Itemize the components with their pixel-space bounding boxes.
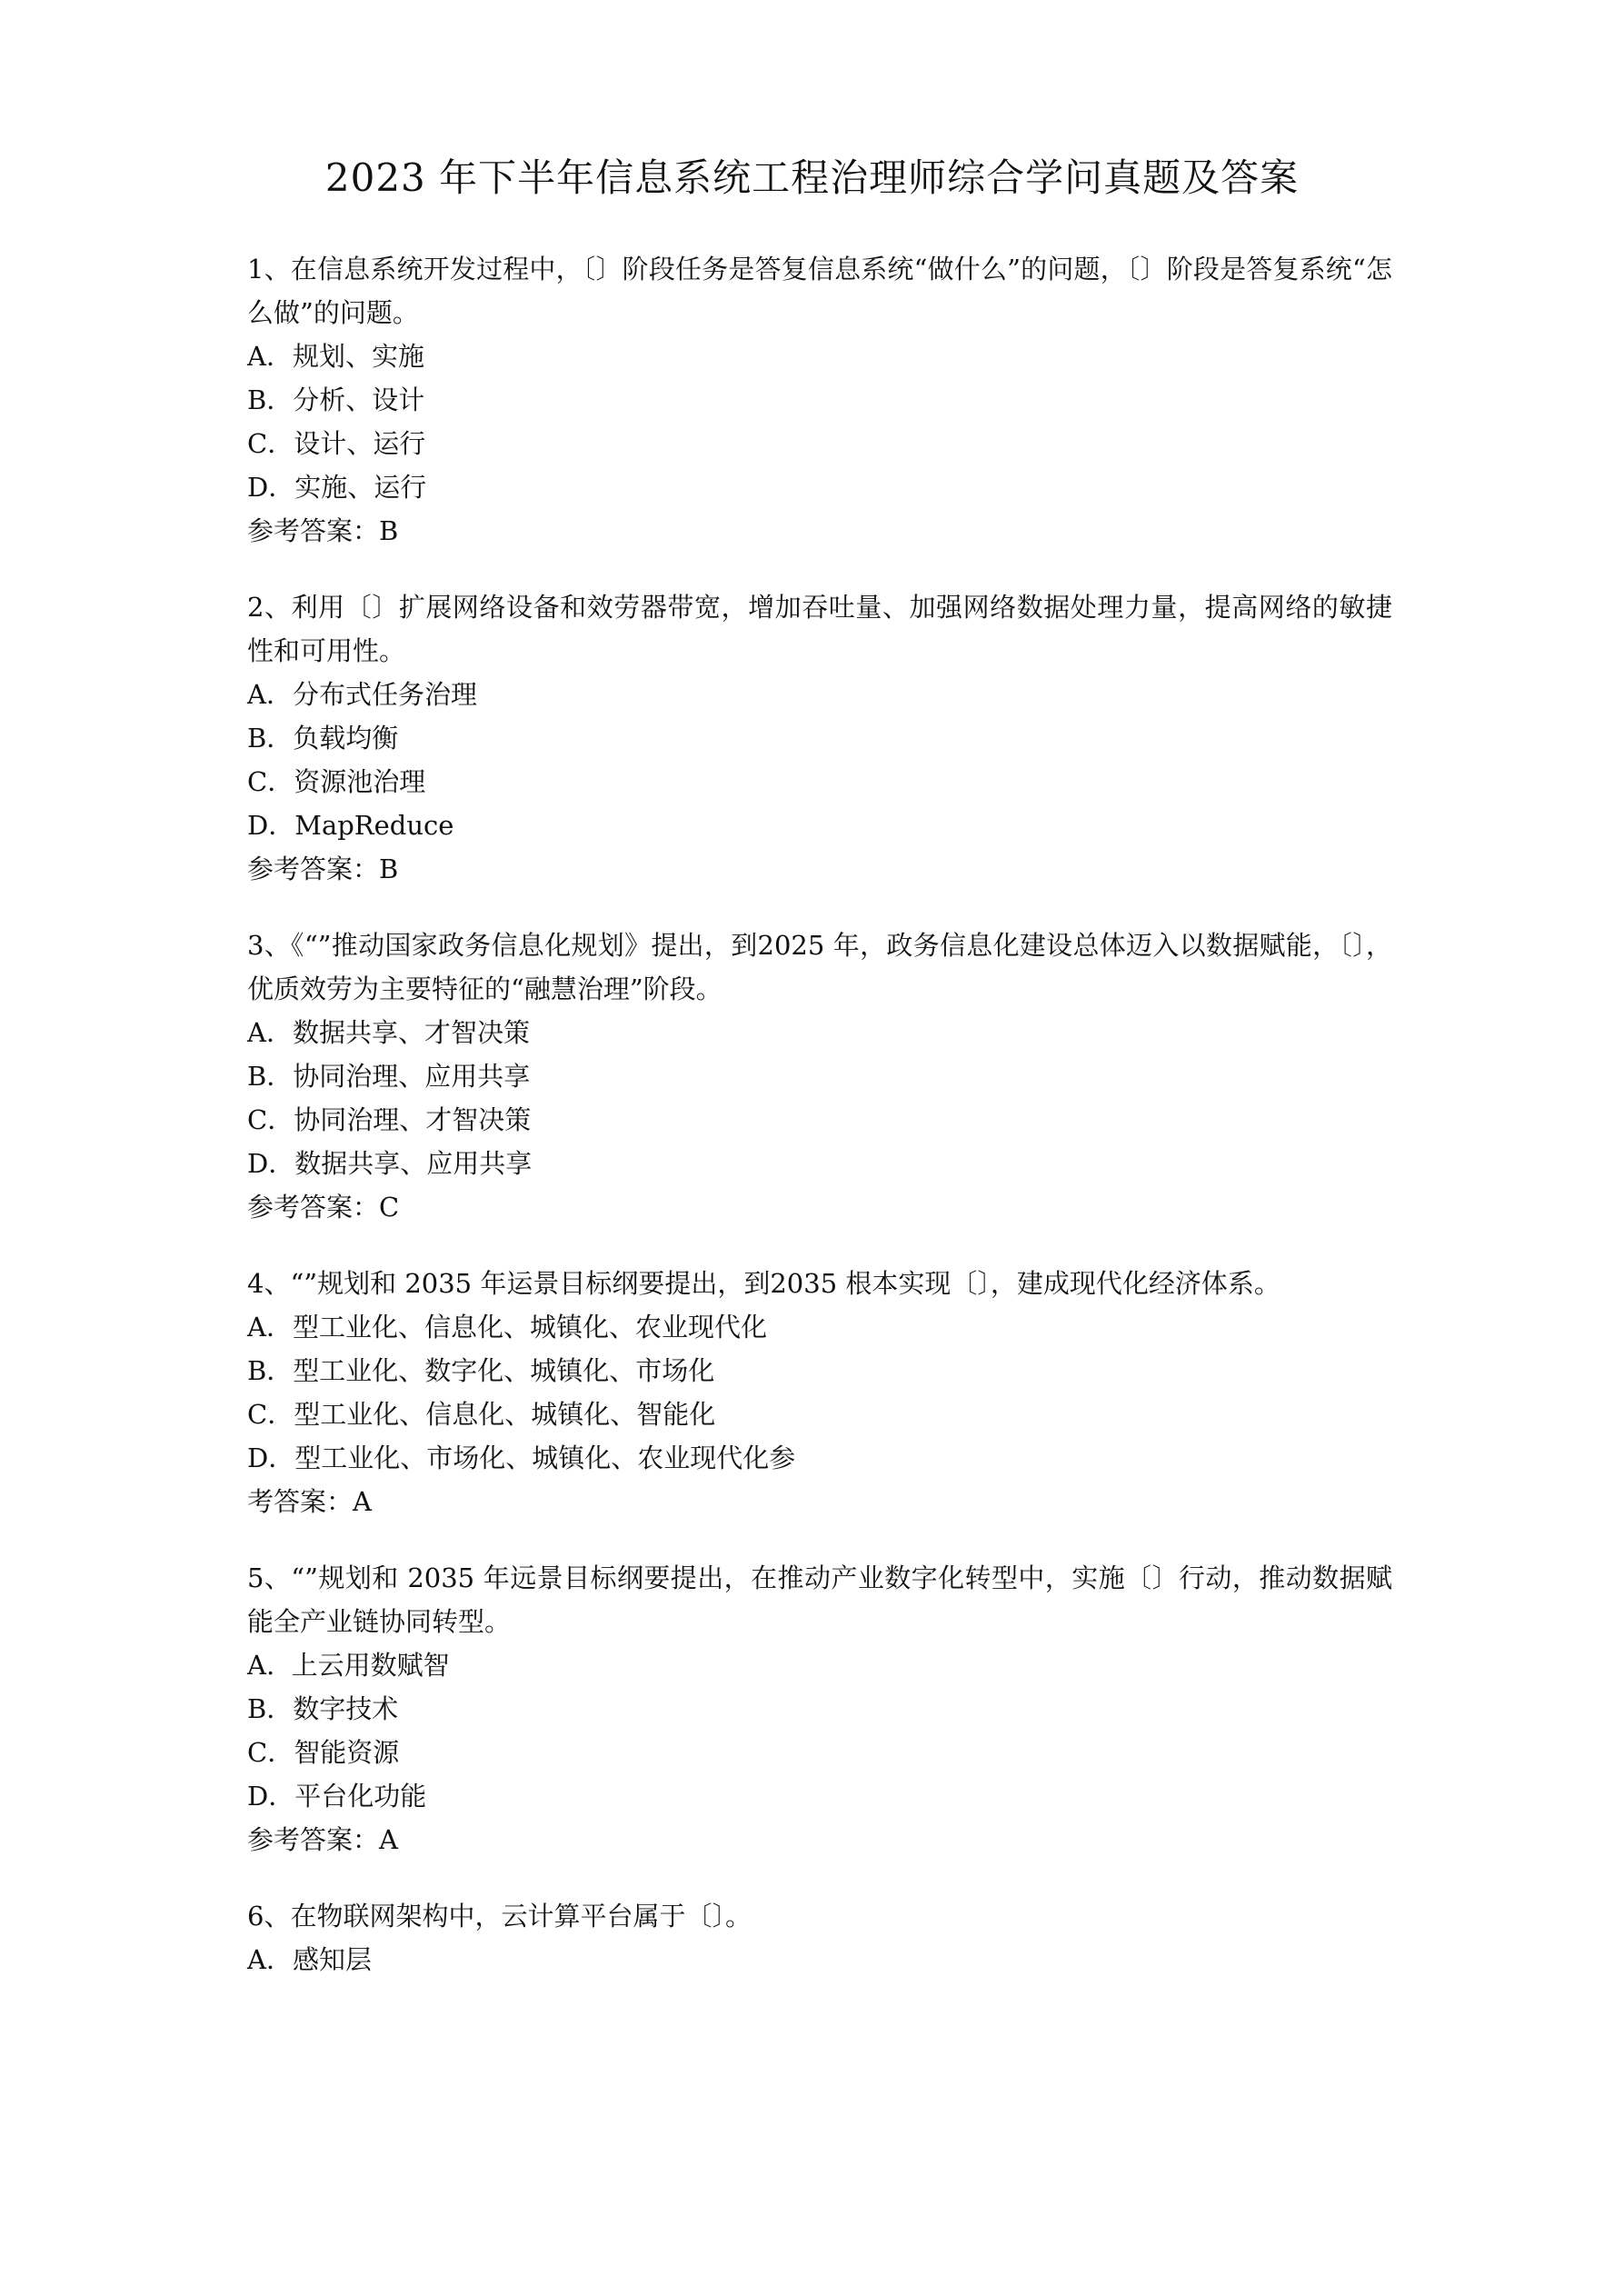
answer-line: 参考答案：A <box>247 1824 398 1855</box>
option-a: A．分布式任务治理 <box>247 679 477 710</box>
answer-line: 参考答案：B <box>247 515 399 546</box>
question-stem: 3、《“”推动国家政务信息化规划》提出，到2025 年，政务信息化建设总体迈入以数据赋能，〔〕，优质效劳为主要特征的“融慧治理”阶段。 <box>247 930 1392 1004</box>
question-5 <box>247 1556 1392 1862</box>
option-d: D．型工业化、市场化、城镇化、农业现代化参 <box>247 1442 796 1473</box>
question-1 <box>247 247 1392 553</box>
question-2 <box>247 585 1392 891</box>
question-stem: 5、“”规划和 2035 年远景目标纲要提出，在推动产业数字化转型中，实施〔〕行动，推动数据赋能全产业链协同转型。 <box>247 1562 1392 1637</box>
option-b: B．数字技术 <box>247 1693 399 1724</box>
question-stem: 1、在信息系统开发过程中，〔〕阶段任务是答复信息系统“做什么”的问题，〔〕阶段是答复系统“怎么做”的问题。 <box>247 254 1392 328</box>
answer-line: 考答案：A <box>247 1486 372 1517</box>
question-3 <box>247 923 1392 1229</box>
option-a: A．型工业化、信息化、城镇化、农业现代化 <box>247 1312 767 1343</box>
option-d: D．数据共享、应用共享 <box>247 1148 533 1179</box>
option-a: A. 上云用数赋智 <box>247 1650 450 1681</box>
option-a: A．感知层 <box>247 1944 372 1975</box>
question-4 <box>247 1262 1392 1523</box>
option-c: C．设计、运行 <box>247 428 426 459</box>
option-c: C．型工业化、信息化、城镇化、智能化 <box>247 1399 716 1430</box>
option-c: C．协同治理、才智决策 <box>247 1104 532 1135</box>
option-d: D．平台化功能 <box>247 1781 427 1812</box>
option-b: B．协同治理、应用共享 <box>247 1061 531 1092</box>
option-b: B．型工业化、数字化、城镇化、市场化 <box>247 1355 715 1386</box>
option-c: C．智能资源 <box>247 1737 400 1768</box>
question-stem: 4、“”规划和 2035 年运景目标纲要提出，到2035 根本实现〔〕，建成现代化经济体系。 <box>247 1268 1280 1299</box>
option-a: A．数据共享、才智决策 <box>247 1017 530 1048</box>
question-stem: 2、利用〔〕扩展网络设备和效劳器带宽，增加吞吐量、加强网络数据处理力量，提高网络的敏捷性和可用性。 <box>247 592 1392 666</box>
option-b: B．负载均衡 <box>247 723 399 754</box>
option-b: B．分析、设计 <box>247 384 425 415</box>
question-list <box>247 247 1392 2014</box>
question-6 <box>247 1894 1392 1982</box>
option-d: D．MapReduce <box>247 810 454 841</box>
question-stem: 6、在物联网架构中，云计算平台属于〔〕。 <box>247 1901 752 1932</box>
document-title: 2023 年下半年信息系统工程治理师综合学问真题及答案 <box>324 155 1300 200</box>
answer-line: 参考答案：C <box>247 1192 400 1223</box>
option-d: D．实施、运行 <box>247 472 427 503</box>
option-c: C．资源池治理 <box>247 766 426 797</box>
answer-line: 参考答案：B <box>247 854 399 884</box>
option-a: A．规划、实施 <box>247 341 424 372</box>
